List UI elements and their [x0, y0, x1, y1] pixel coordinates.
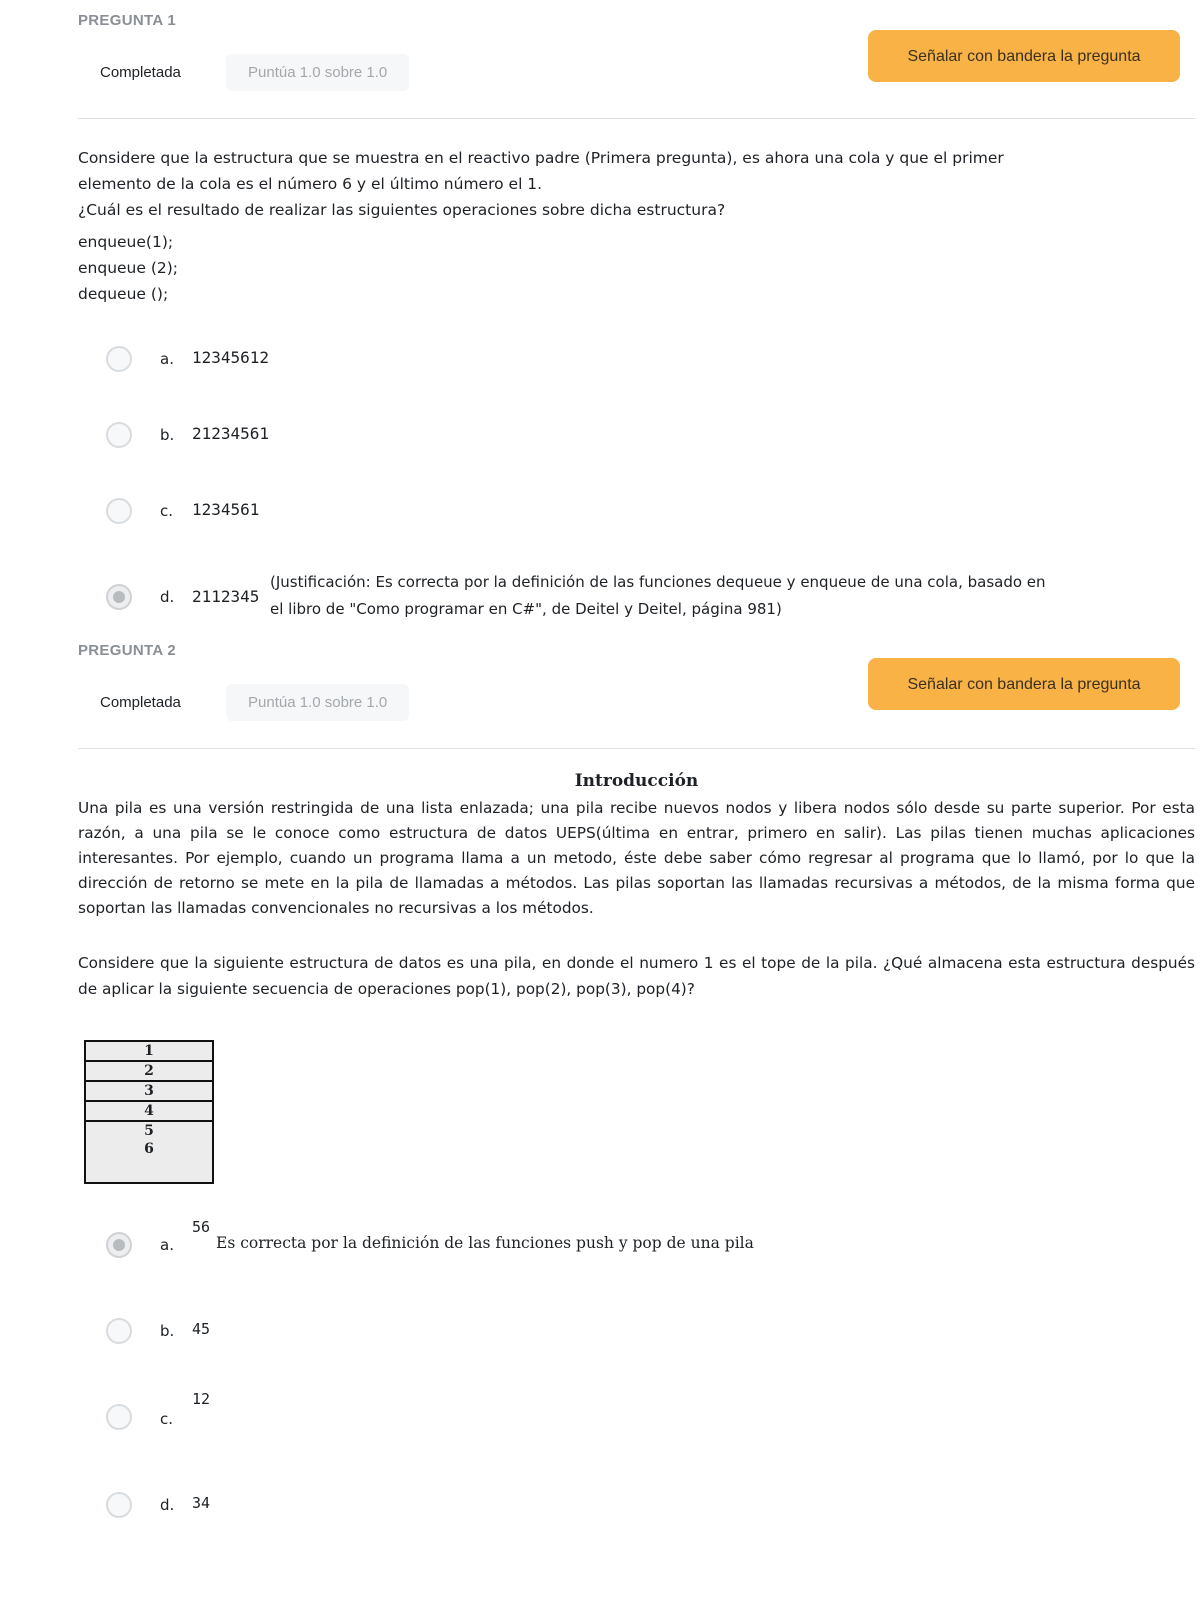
q1-option-a-radio[interactable] — [106, 346, 132, 372]
q1-option-d-radio[interactable] — [106, 584, 132, 610]
q2-option-d-text: 34 — [192, 1494, 211, 1512]
q1-option-d-feedback-line-1: (Justificación: Es correcta por la definición de las funciones dequeue y enqueue de una cola, basado en — [270, 573, 1046, 591]
stack-cell: 5 — [85, 1121, 213, 1140]
stack-cell: 3 — [85, 1081, 213, 1101]
q1-option-d-letter: d. — [160, 588, 175, 606]
operation-line: enqueue (2); — [78, 259, 179, 277]
q2-option-b-letter: b. — [160, 1322, 175, 1340]
divider — [78, 748, 1195, 749]
intro-title: Introducción — [574, 771, 699, 791]
question-1-label: PREGUNTA 1 — [78, 12, 177, 29]
q2-option-d-letter: d. — [160, 1496, 175, 1514]
stack-cell: 4 — [85, 1101, 213, 1121]
stack-table — [84, 1040, 214, 1184]
question-1-text-line-2: elemento de la cola es el número 6 y el último número el 1. — [78, 175, 543, 193]
q2-option-d-radio[interactable] — [106, 1492, 132, 1518]
q1-option-a-letter: a. — [160, 350, 174, 368]
q1-option-a-text: 12345612 — [192, 348, 270, 367]
flag-question-1-button[interactable]: Señalar con bandera la pregunta — [868, 30, 1180, 82]
q2-option-b-radio[interactable] — [106, 1318, 132, 1344]
q1-option-b-letter: b. — [160, 426, 175, 444]
question-2-text: Considere que la siguiente estructura de datos es una pila, en donde el numero 1 es el tope de la pila. ¿Qué almacena esta estructura después de aplicar la siguiente secuencia de operaciones pop(1), pop(2), pop(3), pop(4)? — [78, 954, 1195, 998]
q1-option-c-text: 1234561 — [192, 500, 260, 519]
stack-cell: 1 — [85, 1041, 213, 1061]
intro-text: Una pila es una versión restringida de una lista enlazada; una pila recibe nuevos nodos y libera nodos sólo desde su parte superior. Por esta razón, a una pila se le conoce como estructura de datos UEPS(última en entrar, primero en salir). Las pilas tienen muchas aplicaciones interesantes. Por ejemplo, cuando un programa llama a un metodo, éste debe saber cómo regresar al programa que lo llamó, por lo que la dirección de retorno se mete en la pila de llamadas a métodos. Las pilas soportan las llamadas recursivas a métodos, de la misma forma que soportan las llamadas convencionales no recursivas a los métodos. — [78, 799, 1195, 917]
q2-option-a-radio[interactable] — [106, 1232, 132, 1258]
q1-option-d-feedback-line-2: el libro de "Como programar en C#", de Deitel y Deitel, página 981) — [270, 600, 782, 618]
question-1-text-line-3: ¿Cuál es el resultado de realizar las siguientes operaciones sobre dicha estructura? — [78, 201, 726, 219]
q2-option-b-text: 45 — [192, 1320, 211, 1338]
flag-question-2-button[interactable]: Señalar con bandera la pregunta — [868, 658, 1180, 710]
q1-option-c-radio[interactable] — [106, 498, 132, 524]
q2-option-c-text: 12 — [192, 1390, 211, 1408]
question-1-grade: Puntúa 1.0 sobre 1.0 — [226, 54, 409, 91]
operation-line: dequeue (); — [78, 285, 169, 303]
question-2-label: PREGUNTA 2 — [78, 642, 177, 659]
question-2-state: Completada — [100, 694, 181, 711]
q2-option-c-radio[interactable] — [106, 1404, 132, 1430]
q1-option-c-letter: c. — [160, 502, 174, 520]
operation-line: enqueue(1); — [78, 233, 174, 251]
question-1-text-line-1: Considere que la estructura que se muestra en el reactivo padre (Primera pregunta), es ahora una cola y que el primer — [78, 149, 1004, 167]
stack-cell: 2 — [85, 1061, 213, 1081]
q2-option-a-feedback: Es correcta por la definición de las funciones push y pop de una pila — [216, 1234, 754, 1252]
q1-option-d-text: 2112345 — [192, 587, 260, 606]
question-1-state: Completada — [100, 64, 181, 81]
question-2-grade: Puntúa 1.0 sobre 1.0 — [226, 684, 409, 721]
q2-option-a-text: 56 — [192, 1218, 211, 1236]
q2-option-c-letter: c. — [160, 1410, 174, 1428]
q2-option-a-letter: a. — [160, 1236, 174, 1254]
divider — [78, 118, 1195, 119]
q1-option-b-text: 21234561 — [192, 424, 270, 443]
q1-option-b-radio[interactable] — [106, 422, 132, 448]
stack-cell: 6 — [85, 1140, 213, 1183]
